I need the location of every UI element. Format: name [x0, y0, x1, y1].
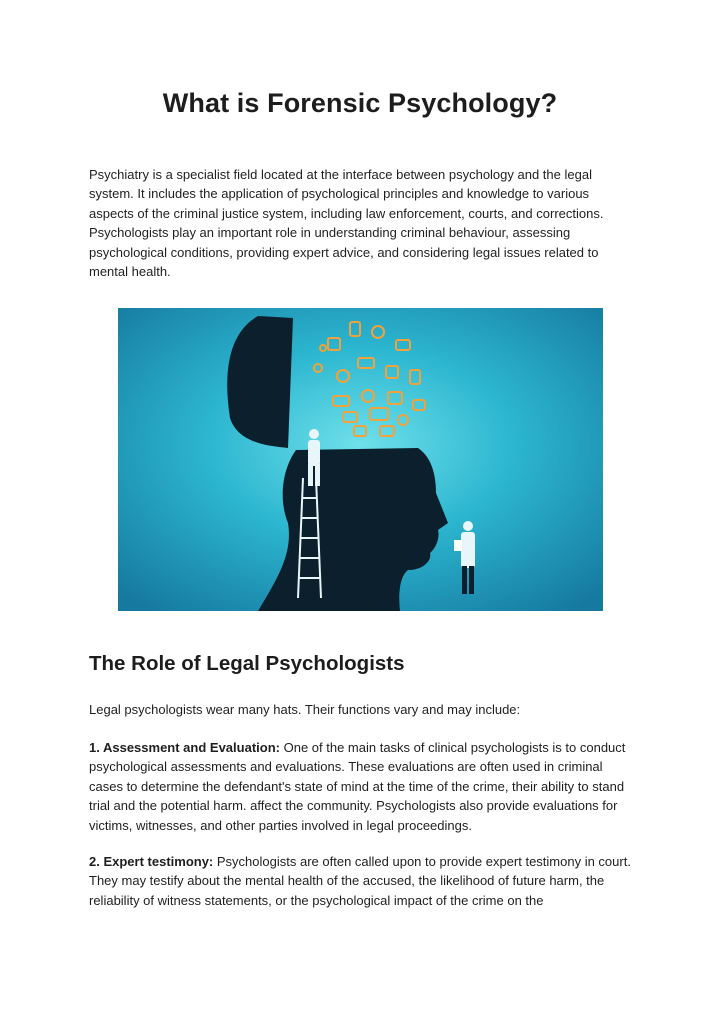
list-item-label: 1. Assessment and Evaluation: [89, 740, 280, 755]
section-intro: Legal psychologists wear many hats. Their functions vary and may include: [89, 702, 521, 717]
page-title: What is Forensic Psychology? [162, 88, 558, 118]
section-heading: The Role of Legal Psychologists [89, 652, 405, 675]
list-item-text: Psychologists are often called upon to provide expert testimony in court. They may testify about the mental health of the accused, the likelihood of future harm, the reliability of witness statements, or the psychological impact of the crime on the [89, 854, 631, 908]
forensic-psychology-illustration [118, 308, 603, 611]
list-item-text: One of the main tasks of clinical psychologists is to conduct psychological assessments and evaluations. These evaluations are often used in criminal cases to determine the defendant's state of mind at the time of the crime, their ability to stand trial and the potential harm. affect the community. Psychologists also provide evaluations for victims, witnesses, and other parties involved in legal proceedings. [89, 740, 626, 833]
list-item-label: 2. Expert testimony: [89, 854, 214, 869]
intro-paragraph: Psychiatry is a specialist field located at the interface between psychology and the legal system. It includes the application of psychological principles and knowledge to various aspects of the criminal justice system, including law enforcement, courts, and corrections. Psychologists play an important role in understanding criminal behaviour, assessing psychological conditions, providing expert advice, and considering legal issues related to mental health. [89, 167, 604, 280]
list-item-assessment [89, 738, 637, 835]
list-item-expert-testimony [89, 852, 637, 910]
